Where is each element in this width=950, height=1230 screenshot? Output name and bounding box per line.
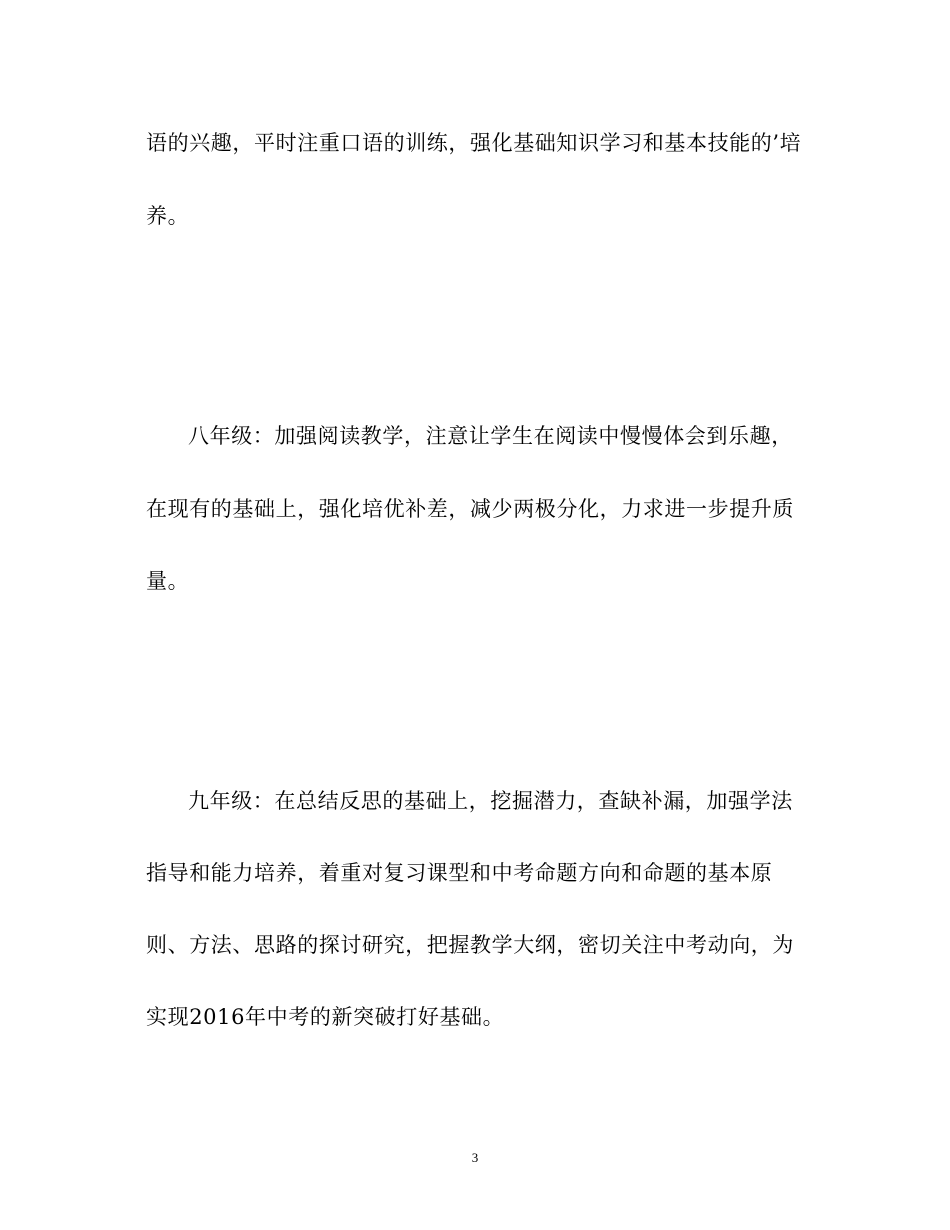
page-number: 3 xyxy=(471,1150,479,1165)
paragraph-3-line-1: 九年级：在总结反思的基础上，挖掘潜力，查缺补漏，加强学法 xyxy=(188,789,793,813)
paragraph-2-line-3: 量。 xyxy=(146,569,190,593)
paragraph-3-line-4: 实现2016年中考的新突破打好基础。 xyxy=(146,1005,505,1029)
paragraph-2-line-2: 在现有的基础上，强化培优补差，减少两极分化，力求进一步提升质 xyxy=(146,497,794,521)
paragraph-1-line-2: 养。 xyxy=(146,204,190,228)
paragraph-2-line-1: 八年级：加强阅读教学，注意让学生在阅读中慢慢体会到乐趣， xyxy=(188,424,793,448)
paragraph-3-line-2: 指导和能力培养，着重对复习课型和中考命题方向和命题的基本原 xyxy=(146,861,773,885)
paragraph-3-line-3: 则、方法、思路的探讨研究，把握教学大纲，密切关注中考动向，为 xyxy=(146,933,794,957)
paragraph-1-line-1: 语的兴趣，平时注重口语的训练，强化基础知识学习和基本技能的’培 xyxy=(146,131,802,155)
